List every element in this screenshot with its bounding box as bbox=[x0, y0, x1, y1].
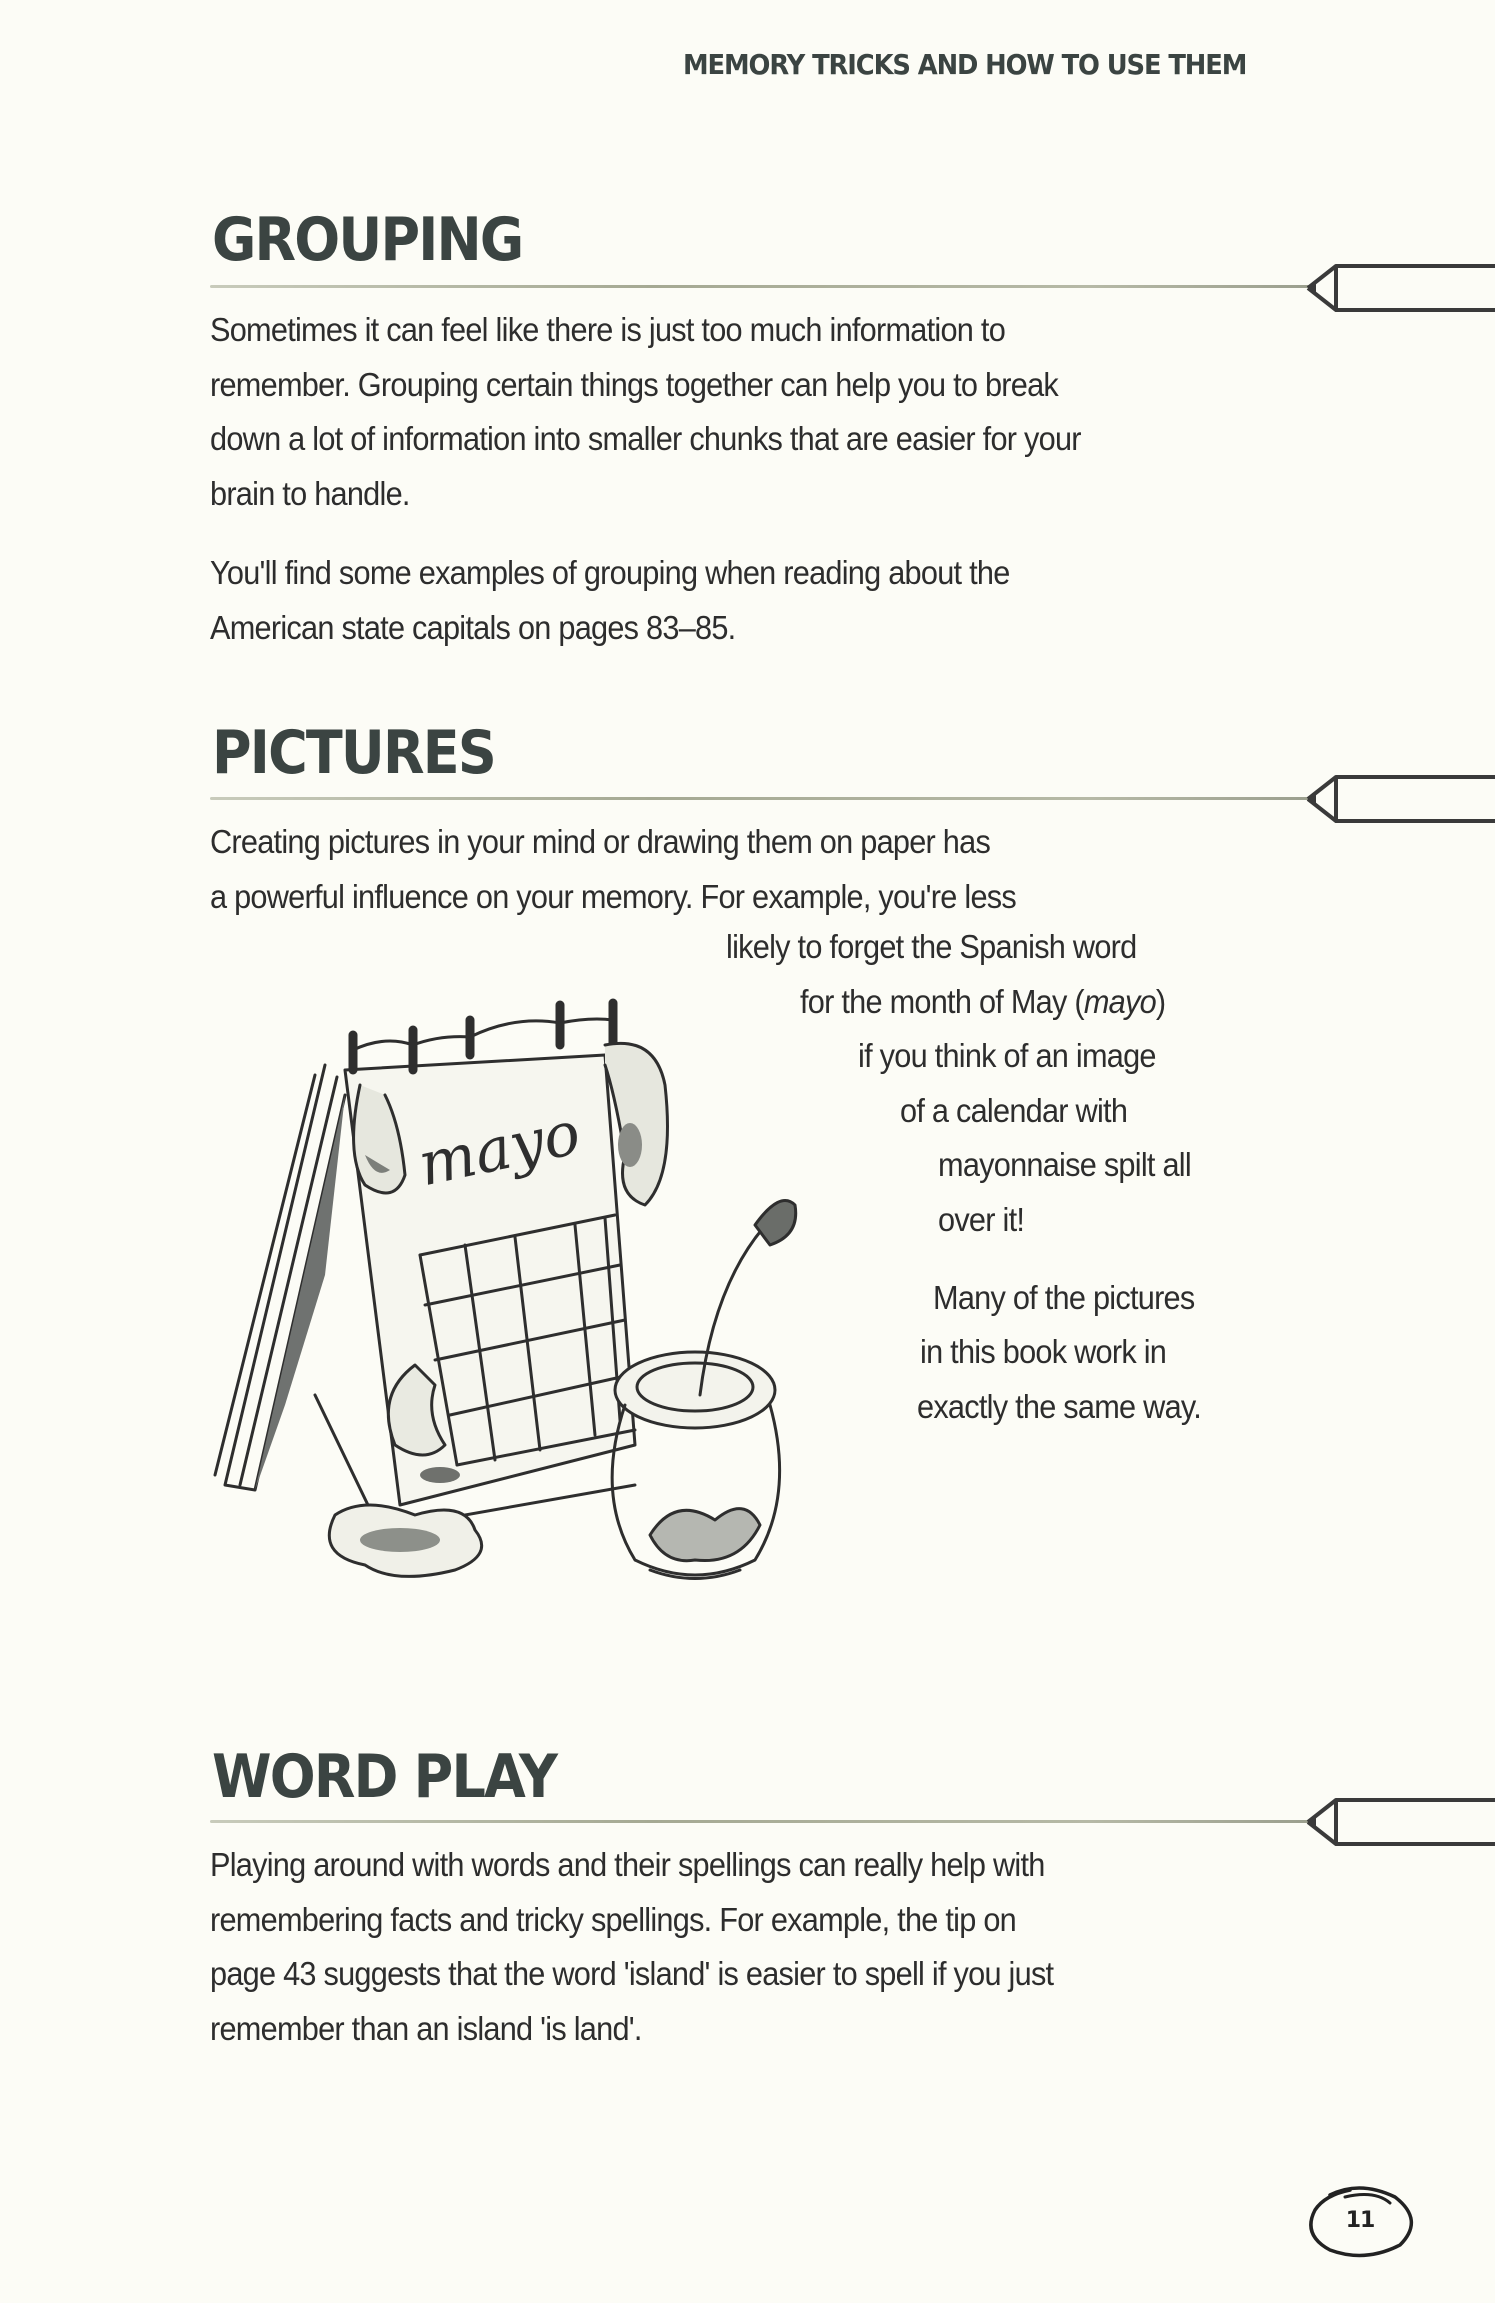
section-title-pictures: PICTURES bbox=[212, 718, 495, 788]
text-line: Sometimes it can feel like there is just too much information to bbox=[210, 311, 1006, 348]
paragraph bbox=[210, 546, 1010, 655]
text-line: Playing around with words and their spellings can really help with bbox=[210, 1846, 1045, 1883]
section-divider bbox=[210, 797, 1310, 800]
paragraph bbox=[210, 1838, 1053, 2056]
paragraph bbox=[210, 815, 1016, 924]
text-line: remember. Grouping certain things together can help you to break bbox=[210, 365, 1059, 403]
text-line: American state capitals on pages 83–85. bbox=[210, 608, 736, 646]
text-line: exactly the same way. bbox=[917, 1388, 1202, 1425]
text-line: remember than an island 'is land'. bbox=[210, 2009, 642, 2047]
text-line: likely to forget the Spanish word bbox=[726, 928, 1137, 965]
section-divider bbox=[210, 285, 1310, 288]
text-line: Creating pictures in your mind or drawing them on paper has bbox=[210, 823, 991, 860]
text-line: mayonnaise spilt all bbox=[938, 1146, 1191, 1183]
text-line: of a calendar with bbox=[900, 1092, 1128, 1129]
text-line: brain to handle. bbox=[210, 474, 410, 512]
pencil-icon bbox=[1306, 1796, 1495, 1848]
section-divider bbox=[210, 1820, 1310, 1823]
pencil-icon bbox=[1306, 262, 1495, 314]
calendar-mayo-illustration bbox=[195, 975, 895, 1595]
running-head: MEMORY TRICKS AND HOW TO USE THEM bbox=[683, 48, 1247, 81]
text-line: a powerful influence on your memory. For example, you're less bbox=[210, 877, 1016, 915]
text-segment: for the month of May ( bbox=[800, 983, 1084, 1020]
italic-term: mayo bbox=[1083, 983, 1156, 1020]
svg-text:mayo: mayo bbox=[412, 1098, 587, 1201]
page-number bbox=[1290, 2175, 1430, 2265]
text-line: page 43 suggests that the word 'island' is easier to spell if you just bbox=[210, 1955, 1054, 1992]
text-line: if you think of an image bbox=[858, 1037, 1156, 1074]
section-title-grouping: GROUPING bbox=[212, 205, 523, 275]
text-line: remembering facts and tricky spellings. For example, the tip on bbox=[210, 1900, 1017, 1938]
text-line: Many of the pictures bbox=[933, 1279, 1195, 1316]
text-line: over it! bbox=[938, 1201, 1025, 1238]
paragraph bbox=[210, 303, 1081, 521]
text-line: in this book work in bbox=[920, 1333, 1167, 1370]
section-title-word-play: WORD PLAY bbox=[212, 1742, 557, 1812]
text-line: You'll find some examples of grouping when reading about the bbox=[210, 554, 1010, 591]
text-segment: ) bbox=[1155, 983, 1166, 1020]
page-number-text: 11 bbox=[1345, 2207, 1375, 2233]
pencil-icon bbox=[1306, 773, 1495, 825]
text-line: down a lot of information into smaller chunks that are easier for your bbox=[210, 420, 1081, 457]
